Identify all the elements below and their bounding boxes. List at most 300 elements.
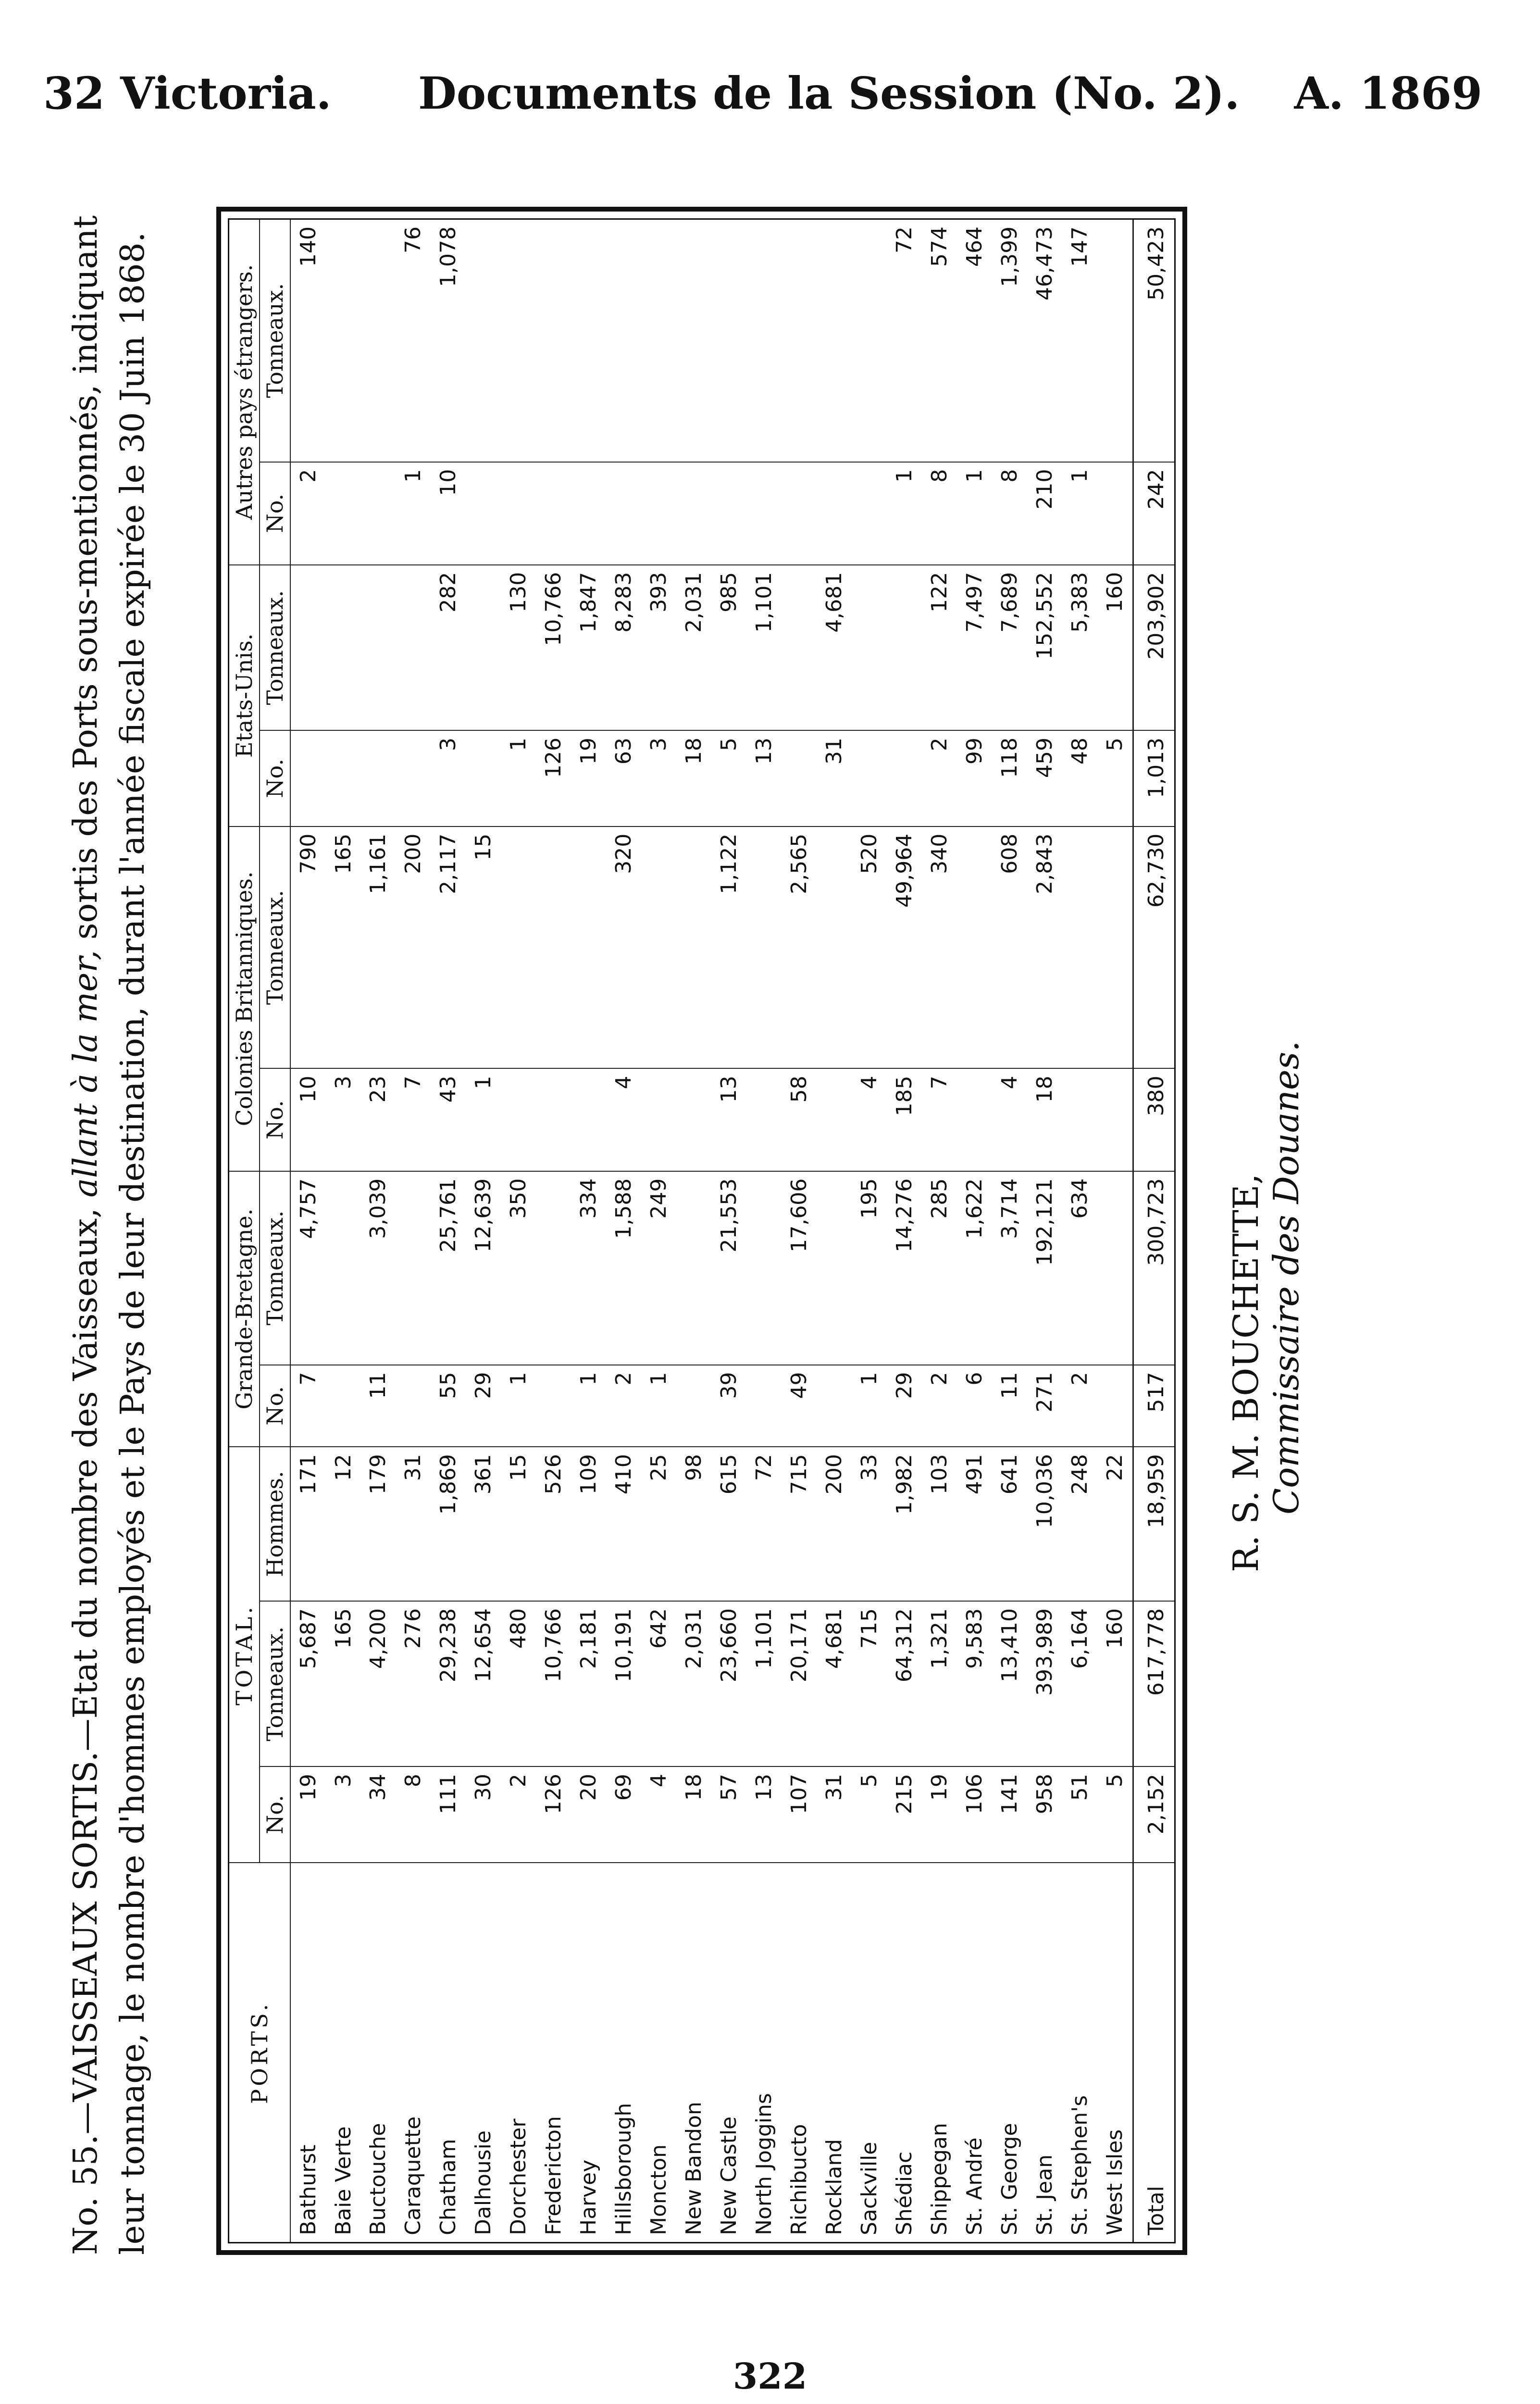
other-tonneaux: 147: [1067, 226, 1092, 267]
us-no: 118: [992, 730, 1027, 826]
us-no: 18: [677, 730, 712, 826]
other-no: 1: [1062, 462, 1097, 565]
document-title: [62, 207, 157, 2255]
us-no: 99: [957, 730, 992, 826]
gb-no: 1: [642, 1365, 677, 1447]
us-no: 2: [922, 730, 957, 826]
port-name: West Isles: [1097, 1863, 1133, 2242]
other-no: [852, 462, 887, 565]
other-no: 2: [290, 462, 326, 565]
total-no: 13: [747, 1766, 782, 1863]
total-hommes: 526: [536, 1447, 571, 1601]
other-no: 242: [1133, 462, 1174, 565]
colonies-no: 185: [887, 1068, 922, 1171]
table-body: [290, 220, 1174, 2242]
total-no: 2: [501, 1766, 536, 1863]
total-tonneaux: 2,181: [571, 1601, 607, 1766]
gb-tonneaux: 195: [852, 1171, 887, 1365]
total-hommes: 1,869: [431, 1447, 466, 1601]
total-no: 18: [677, 1766, 712, 1863]
colonies-tonneaux: [571, 826, 607, 1069]
total-hommes: 98: [677, 1447, 712, 1601]
total-tonneaux: 165: [326, 1601, 361, 1766]
table-row: [957, 220, 992, 2242]
total-hommes: 72: [747, 1447, 782, 1601]
table-row: [782, 220, 817, 2242]
other-tonneaux: [852, 220, 887, 462]
us-tonneaux: [361, 565, 396, 730]
colonies-no: [957, 1068, 992, 1171]
other-no: [326, 462, 361, 565]
table-row: [992, 220, 1027, 2242]
other-no: [501, 462, 536, 565]
table-row: [361, 220, 396, 2242]
us-tonneaux: 122: [922, 565, 957, 730]
total-no: 34: [361, 1766, 396, 1863]
colonies-no: 10: [290, 1068, 326, 1171]
total-tonneaux: 642: [642, 1601, 677, 1766]
other-tonneaux: [747, 220, 782, 462]
total-hommes: 109: [571, 1447, 607, 1601]
other-tonneaux: 50,423: [1133, 220, 1174, 462]
port-name: St. André: [957, 1863, 992, 2242]
gb-no: [1097, 1365, 1133, 1447]
table-row: [536, 220, 571, 2242]
port-name: Chatham: [431, 1863, 466, 2242]
gb-tonneaux: 192,121: [1027, 1171, 1062, 1365]
other-no: 10: [431, 462, 466, 565]
other-no: [712, 462, 747, 565]
table-row: [922, 220, 957, 2242]
sub-no: No.: [260, 1068, 290, 1171]
group-header-row: [229, 220, 260, 2242]
total-hommes: 410: [607, 1447, 642, 1601]
table-row: [642, 220, 677, 2242]
total-tonneaux: 1,101: [747, 1601, 782, 1766]
gb-no: 29: [887, 1365, 922, 1447]
us-tonneaux: 4,681: [817, 565, 852, 730]
total-tonneaux: 480: [501, 1601, 536, 1766]
gb-no: 55: [431, 1365, 466, 1447]
gb-no: 7: [290, 1365, 326, 1447]
total-tonneaux: 29,238: [431, 1601, 466, 1766]
us-tonneaux: [466, 565, 501, 730]
gb-tonneaux: 3,714: [992, 1171, 1027, 1365]
total-no: 30: [466, 1766, 501, 1863]
us-no: [782, 730, 817, 826]
colonies-tonneaux: 608: [992, 826, 1027, 1069]
colonies-tonneaux: 49,964: [887, 826, 922, 1069]
gb-no: [536, 1365, 571, 1447]
colonies-tonneaux: [677, 826, 712, 1069]
total-tonneaux: 617,778: [1133, 1601, 1174, 1766]
table-row: [290, 220, 326, 2242]
total-hommes: 1,982: [887, 1447, 922, 1601]
sub-tonneaux: Tonneaux.: [260, 1601, 290, 1766]
other-no: 8: [922, 462, 957, 565]
us-no: 3: [431, 730, 466, 826]
other-no: 8: [992, 462, 1027, 565]
colonies-no: 4: [607, 1068, 642, 1171]
port-name: Hillsborough: [607, 1863, 642, 2242]
table-row: [501, 220, 536, 2242]
port-name: Moncton: [642, 1863, 677, 2242]
page-header: [0, 67, 1540, 139]
gb-no: 2: [1062, 1365, 1097, 1447]
total-tonneaux: 5,687: [290, 1601, 326, 1766]
table-frame: [216, 207, 1187, 2255]
gb-tonneaux: 334: [571, 1171, 607, 1365]
colonies-no: [677, 1068, 712, 1171]
total-no: 31: [817, 1766, 852, 1863]
colonies-no: 3: [326, 1068, 361, 1171]
header-session: 32 Victoria.: [43, 67, 332, 119]
gb-no: 2: [607, 1365, 642, 1447]
total-hommes: 248: [1062, 1447, 1097, 1601]
gb-tonneaux: 4,757: [290, 1171, 326, 1365]
port-name: St. George: [992, 1863, 1027, 2242]
us-tonneaux: 1,847: [571, 565, 607, 730]
colonies-tonneaux: 165: [326, 826, 361, 1069]
table-row: [1097, 220, 1133, 2242]
gb-no: 29: [466, 1365, 501, 1447]
table-row: [1062, 220, 1097, 2242]
gb-tonneaux: [396, 1171, 431, 1365]
total-tonneaux: 13,410: [992, 1601, 1027, 1766]
us-no: 31: [817, 730, 852, 826]
signature-name: R. S. M. BOUCHETTE,: [1226, 1173, 1266, 1572]
colonies-no: [571, 1068, 607, 1171]
us-no: [396, 730, 431, 826]
other-tonneaux: 76: [401, 226, 426, 253]
other-tonneaux: [326, 220, 361, 462]
vessels-table: [229, 220, 1174, 2242]
colonies-no: [536, 1068, 571, 1171]
other-no: [677, 462, 712, 565]
gb-tonneaux: 350: [501, 1171, 536, 1365]
us-tonneaux: 1,101: [747, 565, 782, 730]
total-tonneaux: 12,654: [466, 1601, 501, 1766]
us-tonneaux: 7,497: [957, 565, 992, 730]
other-tonneaux: [712, 220, 747, 462]
sub-tonneaux: Tonneaux.: [260, 826, 290, 1069]
us-tonneaux: 130: [501, 565, 536, 730]
port-name: St. Stephen's: [1062, 1863, 1097, 2242]
other-tonneaux: [571, 220, 607, 462]
other-no: [642, 462, 677, 565]
colonies-tonneaux: [642, 826, 677, 1069]
other-tonneaux: [607, 220, 642, 462]
us-tonneaux: 203,902: [1133, 565, 1174, 730]
table-row: [747, 220, 782, 2242]
colonies-no: 43: [431, 1068, 466, 1171]
other-no: [817, 462, 852, 565]
gb-tonneaux: 14,276: [887, 1171, 922, 1365]
other-tonneaux: 72: [892, 226, 917, 253]
colonies-tonneaux: [1097, 826, 1133, 1069]
total-hommes: 18,959: [1133, 1447, 1174, 1601]
total-no: 958: [1027, 1766, 1062, 1863]
colonies-tonneaux: 790: [290, 826, 326, 1069]
other-no: [571, 462, 607, 565]
colonies-no: 4: [992, 1068, 1027, 1171]
us-no: 19: [571, 730, 607, 826]
port-name: Rockland: [817, 1863, 852, 2242]
total-no: 19: [290, 1766, 326, 1863]
colonies-no: 1: [466, 1068, 501, 1171]
gb-tonneaux: [536, 1171, 571, 1365]
port-name: Total: [1133, 1863, 1174, 2242]
header-title: Documents de la Session (No. 2).: [418, 67, 1240, 119]
us-no: 13: [747, 730, 782, 826]
total-hommes: 22: [1097, 1447, 1133, 1601]
us-tonneaux: [396, 565, 431, 730]
sub-no: No.: [260, 1365, 290, 1447]
gb-tonneaux: 1,622: [957, 1171, 992, 1365]
port-name: Shédiac: [887, 1863, 922, 2242]
other-tonneaux: [642, 220, 677, 462]
colonies-no: [747, 1068, 782, 1171]
gb-no: 1: [501, 1365, 536, 1447]
gb-no: [817, 1365, 852, 1447]
us-no: 3: [642, 730, 677, 826]
colonies-no: 23: [361, 1068, 396, 1171]
other-tonneaux: [1097, 220, 1133, 462]
us-tonneaux: [852, 565, 887, 730]
gb-no: [396, 1365, 431, 1447]
gb-no: 2: [922, 1365, 957, 1447]
colonies-no: [501, 1068, 536, 1171]
gb-no: [326, 1365, 361, 1447]
gb-no: 11: [361, 1365, 396, 1447]
us-tonneaux: 2,031: [677, 565, 712, 730]
gb-tonneaux: 249: [642, 1171, 677, 1365]
title-italic: allant à la mer,: [67, 950, 105, 1198]
colonies-no: [1062, 1068, 1097, 1171]
colonies-tonneaux: [817, 826, 852, 1069]
signature-role: Commissaire des Douanes.: [1266, 1040, 1306, 1515]
gb-tonneaux: [677, 1171, 712, 1365]
total-hommes: 715: [782, 1447, 817, 1601]
total-tonneaux: 2,031: [677, 1601, 712, 1766]
other-no: [466, 462, 501, 565]
gb-tonneaux: [1097, 1171, 1133, 1365]
port-name: St. Jean: [1027, 1863, 1062, 2242]
total-hommes: 33: [852, 1447, 887, 1601]
colonies-tonneaux: 320: [607, 826, 642, 1069]
title-prefix: No. 55.—VAISSEAUX SORTIS.—Etat du nombre des Vaisseaux,: [67, 1208, 105, 2255]
total-tonneaux: 64,312: [887, 1601, 922, 1766]
other-tonneaux: 574: [927, 226, 952, 267]
group-total: TOTAL.: [229, 1447, 260, 1863]
gb-no: 11: [992, 1365, 1027, 1447]
total-hommes: 615: [712, 1447, 747, 1601]
table-row: [677, 220, 712, 2242]
total-no: 51: [1062, 1766, 1097, 1863]
other-no: [536, 462, 571, 565]
total-no: 3: [326, 1766, 361, 1863]
total-no: 8: [396, 1766, 431, 1863]
header-year: A. 1869: [1294, 67, 1482, 119]
us-tonneaux: [887, 565, 922, 730]
table-row: [887, 220, 922, 2242]
gb-tonneaux: 21,553: [712, 1171, 747, 1365]
colonies-no: 7: [396, 1068, 431, 1171]
colonies-tonneaux: 520: [852, 826, 887, 1069]
us-tonneaux: [326, 565, 361, 730]
gb-tonneaux: 12,639: [466, 1171, 501, 1365]
gb-tonneaux: 3,039: [361, 1171, 396, 1365]
total-hommes: 200: [817, 1447, 852, 1601]
other-tonneaux: [536, 220, 571, 462]
total-no: 111: [431, 1766, 466, 1863]
total-hommes: 171: [290, 1447, 326, 1601]
table-row: [466, 220, 501, 2242]
gb-no: [747, 1365, 782, 1447]
us-no: [466, 730, 501, 826]
us-no: [326, 730, 361, 826]
total-hommes: 491: [957, 1447, 992, 1601]
colonies-no: [1097, 1068, 1133, 1171]
colonies-tonneaux: 2,565: [782, 826, 817, 1069]
port-name: New Bandon: [677, 1863, 712, 2242]
colonies-no: [642, 1068, 677, 1171]
table-row: [431, 220, 466, 2242]
colonies-no: 7: [922, 1068, 957, 1171]
group-colonies: Colonies Britanniques.: [229, 826, 260, 1171]
us-no: 5: [1097, 730, 1133, 826]
gb-no: 1: [571, 1365, 607, 1447]
colonies-tonneaux: 340: [922, 826, 957, 1069]
total-no: 106: [957, 1766, 992, 1863]
us-no: [852, 730, 887, 826]
other-tonneaux: [466, 220, 501, 462]
us-tonneaux: 282: [431, 565, 466, 730]
other-tonneaux: 46,473: [1032, 226, 1057, 300]
gb-tonneaux: 300,723: [1133, 1171, 1174, 1365]
table-row: [1027, 220, 1062, 2242]
colonies-tonneaux: 62,730: [1133, 826, 1174, 1069]
us-tonneaux: 7,689: [992, 565, 1027, 730]
us-no: [887, 730, 922, 826]
sub-no: No.: [260, 1766, 290, 1863]
other-tonneaux: [677, 220, 712, 462]
colonies-no: 4: [852, 1068, 887, 1171]
colonies-no: 18: [1027, 1068, 1062, 1171]
total-hommes: 25: [642, 1447, 677, 1601]
port-name: Sackville: [852, 1863, 887, 2242]
colonies-tonneaux: 200: [396, 826, 431, 1069]
other-no: [607, 462, 642, 565]
other-no: [361, 462, 396, 565]
other-no: 1: [396, 462, 431, 565]
colonies-tonneaux: 1,122: [712, 826, 747, 1069]
total-no: 19: [922, 1766, 957, 1863]
other-tonneaux: [361, 220, 396, 462]
port-name: New Castle: [712, 1863, 747, 2242]
other-no: 210: [1027, 462, 1062, 565]
other-no: 1: [957, 462, 992, 565]
sub-tonneaux: Tonneaux.: [260, 1171, 290, 1365]
port-name: North Joggins: [747, 1863, 782, 2242]
colonies-tonneaux: 2,843: [1027, 826, 1062, 1069]
colonies-tonneaux: [1062, 826, 1097, 1069]
port-name: Richibucto: [782, 1863, 817, 2242]
port-name: Bathurst: [290, 1863, 326, 2242]
us-no: 459: [1027, 730, 1062, 826]
port-name: Dalhousie: [466, 1863, 501, 2242]
us-tonneaux: 8,283: [607, 565, 642, 730]
gb-no: 1: [852, 1365, 887, 1447]
table-inner-frame: [228, 218, 1176, 2243]
gb-tonneaux: 1,588: [607, 1171, 642, 1365]
us-tonneaux: 985: [712, 565, 747, 730]
gb-tonneaux: 285: [922, 1171, 957, 1365]
port-name: Baie Verte: [326, 1863, 361, 2242]
total-tonneaux: 1,321: [922, 1601, 957, 1766]
group-other: Autres pays étrangers.: [229, 220, 260, 565]
port-name: Dorchester: [501, 1863, 536, 2242]
total-row: [1133, 220, 1174, 2242]
total-tonneaux: 160: [1097, 1601, 1133, 1766]
table-row: [852, 220, 887, 2242]
gb-tonneaux: 25,761: [431, 1171, 466, 1365]
total-no: 141: [992, 1766, 1027, 1863]
table-row: [396, 220, 431, 2242]
total-no: 107: [782, 1766, 817, 1863]
us-no: 1: [501, 730, 536, 826]
us-tonneaux: 10,766: [536, 565, 571, 730]
port-name: Harvey: [571, 1863, 607, 2242]
total-no: 20: [571, 1766, 607, 1863]
us-no: [290, 730, 326, 826]
table-row: [326, 220, 361, 2242]
gb-no: [677, 1365, 712, 1447]
us-no: 126: [536, 730, 571, 826]
total-tonneaux: 4,681: [817, 1601, 852, 1766]
total-no: 2,152: [1133, 1766, 1174, 1863]
us-no: [361, 730, 396, 826]
total-tonneaux: 393,989: [1027, 1601, 1062, 1766]
sub-tonneaux: Tonneaux.: [260, 565, 290, 730]
sub-no: No.: [260, 730, 290, 826]
gb-no: 271: [1027, 1365, 1062, 1447]
other-no: [782, 462, 817, 565]
other-tonneaux: 140: [296, 226, 321, 267]
total-no: 5: [1097, 1766, 1133, 1863]
us-tonneaux: [782, 565, 817, 730]
other-tonneaux: [782, 220, 817, 462]
total-no: 5: [852, 1766, 887, 1863]
gb-tonneaux: [747, 1171, 782, 1365]
group-us: Etats-Unis.: [229, 565, 260, 826]
total-hommes: 179: [361, 1447, 396, 1601]
port-name: Shippegan: [922, 1863, 957, 2242]
total-hommes: 15: [501, 1447, 536, 1601]
gb-no: 49: [782, 1365, 817, 1447]
total-tonneaux: 715: [852, 1601, 887, 1766]
other-tonneaux: [501, 220, 536, 462]
total-no: 69: [607, 1766, 642, 1863]
colonies-tonneaux: 15: [466, 826, 501, 1069]
other-tonneaux: 464: [962, 226, 987, 267]
total-hommes: 103: [922, 1447, 957, 1601]
signature: [1226, 1041, 1306, 1573]
col-ports: PORTS.: [229, 1863, 290, 2242]
us-tonneaux: 152,552: [1027, 565, 1062, 730]
us-no: 5: [712, 730, 747, 826]
total-no: 4: [642, 1766, 677, 1863]
